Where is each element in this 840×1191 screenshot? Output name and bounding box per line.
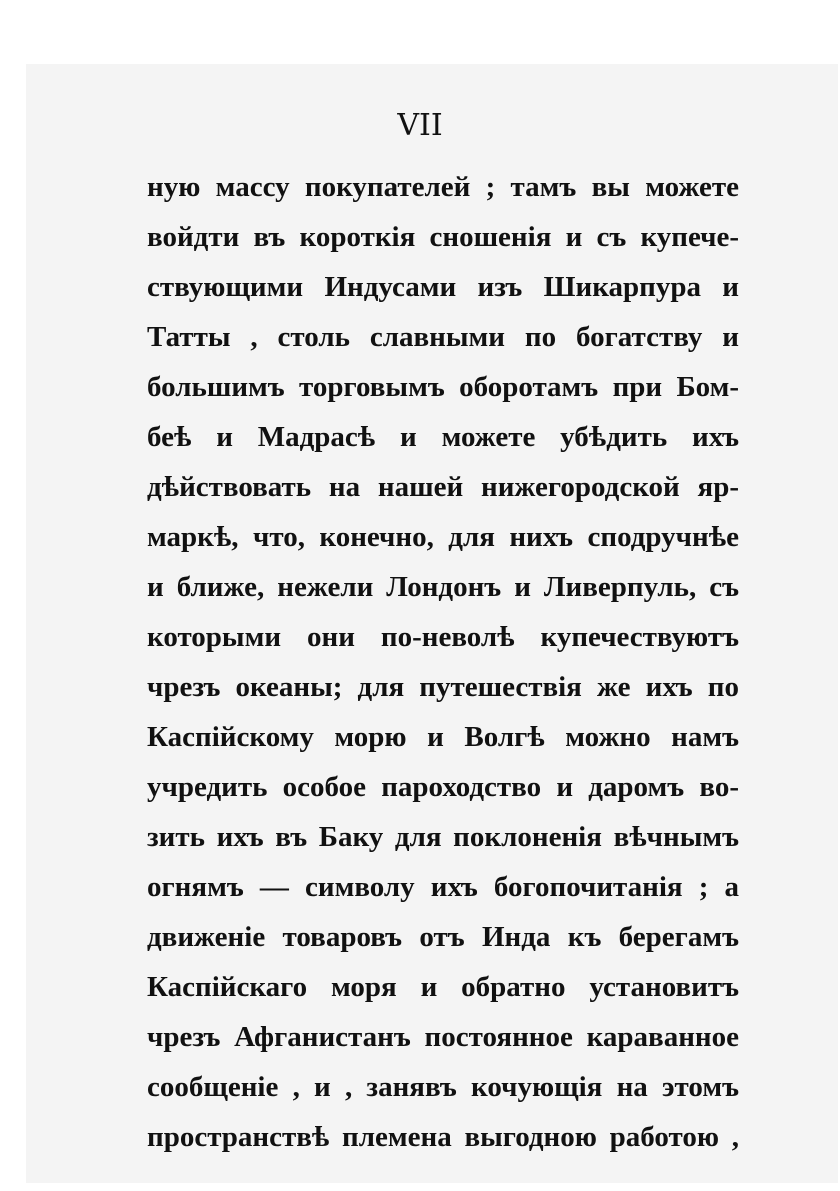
text-line: маркѣ, что, конечно, для нихъ сподручнѣе [147,521,739,553]
text-line: чрезъ океаны; для путешествія же ихъ по [147,671,739,703]
text-line: которыми они по-неволѣ купечествуютъ [147,621,739,653]
text-line: огнямъ — символу ихъ богопочитанія ; а [147,871,739,903]
text-line: учредить особое пароходство и даромъ во- [147,771,739,803]
text-line: войдти въ короткія сношенія и съ купече- [147,221,739,253]
text-line: ную массу покупателей ; тамъ вы можете [147,171,739,203]
text-line: и ближе, нежели Лондонъ и Ливерпуль, съ [147,571,739,603]
text-line: дѣйствовать на нашей нижегородской яр- [147,471,739,503]
text-line: сообщеніе , и , занявъ кочующія на этомъ [147,1071,739,1103]
text-line: зить ихъ въ Баку для поклоненія вѣчнымъ [147,821,739,853]
text-line: большимъ торговымъ оборотамъ при Бом- [147,371,739,403]
text-line: ствующими Индусами изъ Шикарпура и [147,271,739,303]
text-line: беѣ и Мадрасѣ и можете убѣдить ихъ [147,421,739,453]
page-number: VII [397,108,443,143]
text-line: пространствѣ племена выгодною работою , [147,1121,739,1153]
text-line: Татты , столь славными по богатству и [147,321,739,353]
text-line: чрезъ Афганистанъ постоянное караванное [147,1021,739,1053]
body-text [147,162,739,1162]
text-line: Каспійскому морю и Волгѣ можно намъ [147,721,739,753]
text-line: Каспійскаго моря и обратно установитъ [147,971,739,1003]
text-line: движеніе товаровъ отъ Инда къ берегамъ [147,921,739,953]
